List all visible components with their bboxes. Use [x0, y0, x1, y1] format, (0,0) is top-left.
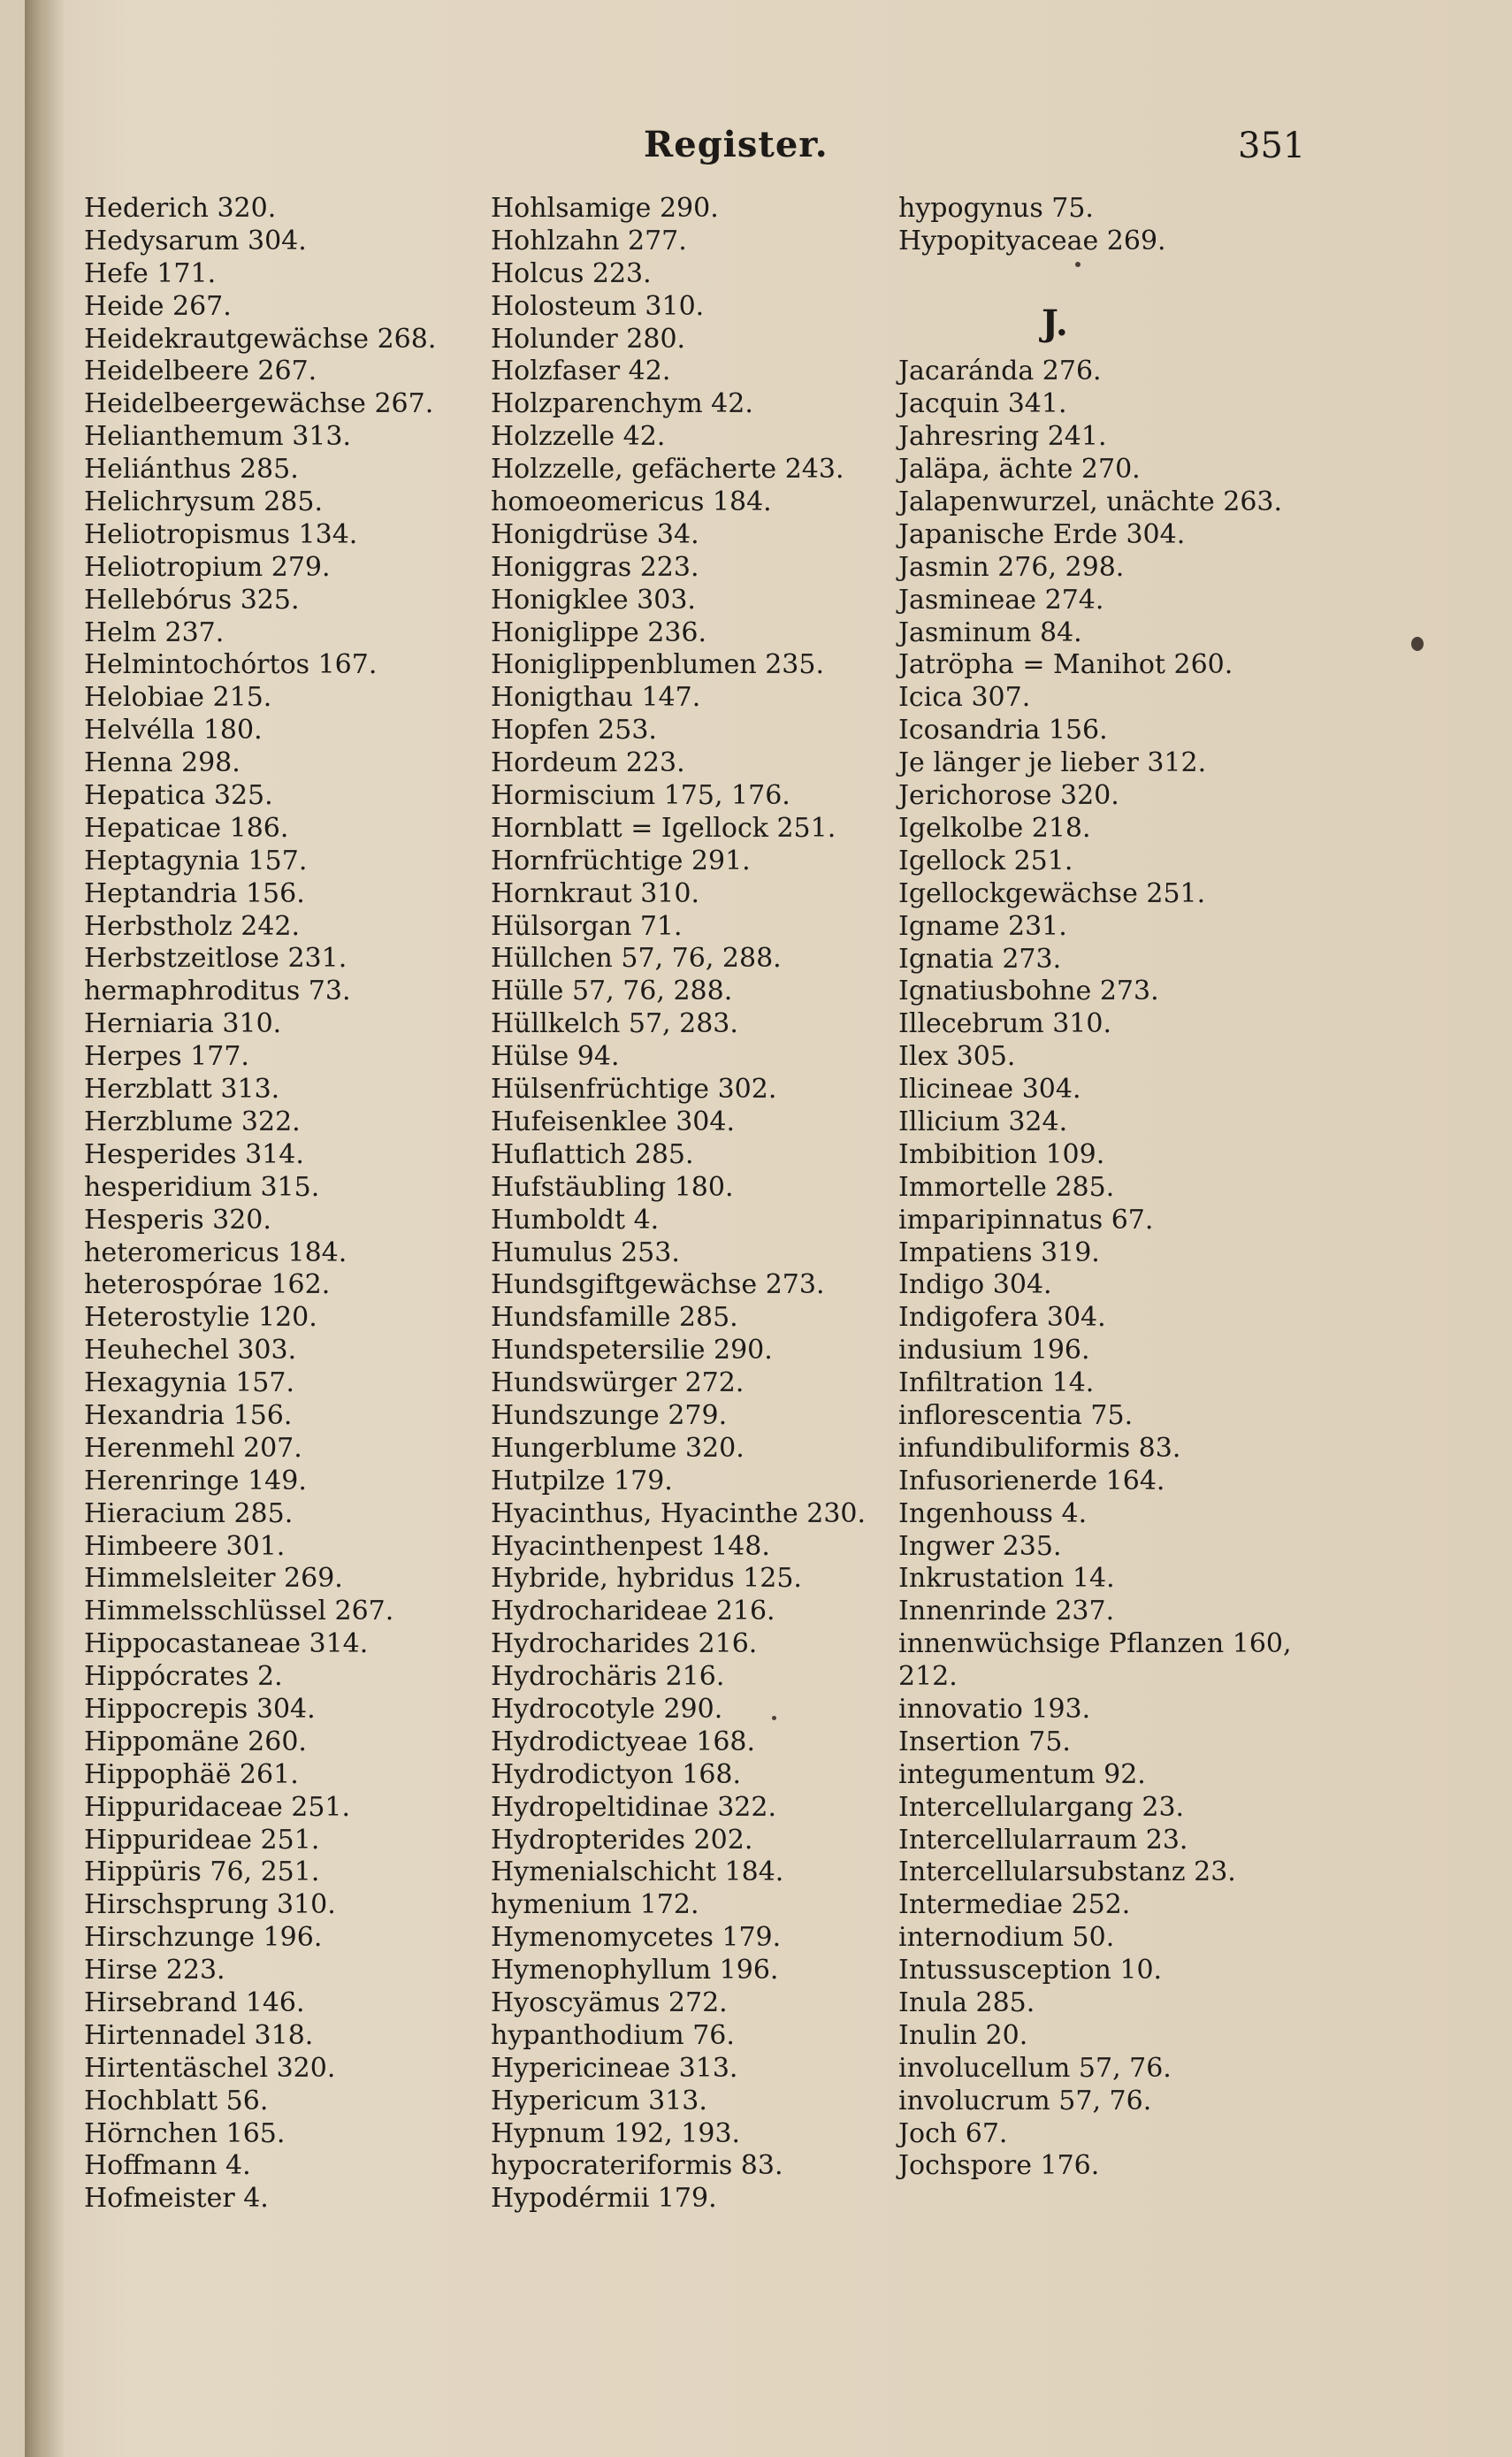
- index-entry: Hörnchen 165.: [84, 2117, 286, 2149]
- index-entry: hypogynus 75.: [898, 193, 1094, 224]
- index-entry: Heptagynia 157.: [84, 845, 308, 876]
- index-entry: Hybride, hybridus 125.: [491, 1563, 802, 1595]
- index-entry: Jahresring 241.: [898, 421, 1107, 453]
- index-entry: Hedysarum 304.: [84, 225, 307, 256]
- index-entry: Hornblatt = Igellock 251.: [491, 812, 836, 844]
- index-entry: Jaläpa, ächte 270.: [898, 454, 1141, 486]
- index-entry: Helobiae 215.: [84, 682, 272, 714]
- index-entry: Jasmineae 274.: [898, 584, 1104, 616]
- index-entry: Helmintochórtos 167.: [84, 649, 378, 681]
- index-entry: Igelkolbe 218.: [898, 812, 1091, 844]
- page-gutter: [25, 0, 65, 2457]
- index-entry: Hydrochäris 216.: [491, 1661, 725, 1693]
- index-entry: Humulus 253.: [491, 1236, 680, 1268]
- index-entry: Igname 231.: [898, 910, 1067, 942]
- index-entry: Hülle 57, 76, 288.: [491, 976, 733, 1007]
- index-entry: Helichrysum 285.: [84, 486, 324, 518]
- index-entry: Japanische Erde 304.: [898, 518, 1186, 550]
- index-entry: Heidekrautgewächse 268.: [84, 323, 437, 355]
- index-entry: Jasmin 276, 298.: [898, 551, 1125, 583]
- index-entry: Jasminum 84.: [898, 616, 1082, 648]
- index-entry: Hungerblume 320.: [491, 1432, 745, 1464]
- index-entry: Igellockgewächse 251.: [898, 877, 1206, 909]
- index-entry: Hülsenfrüchtige 302.: [491, 1074, 777, 1106]
- index-entry: Hundszunge 279.: [491, 1399, 728, 1431]
- index-entry: Herbstholz 242.: [84, 910, 301, 942]
- book-page: [25, 0, 1512, 2457]
- index-entry: Ingwer 235.: [898, 1530, 1062, 1562]
- index-entry: Hippocrepis 304.: [84, 1693, 316, 1725]
- index-entry: heteromericus 184.: [84, 1236, 347, 1268]
- index-entry: Hydrocotyle 290.: [491, 1693, 723, 1725]
- index-entry: Heterostylie 120.: [84, 1302, 317, 1334]
- index-entry: Hufstäubling 180.: [491, 1171, 734, 1203]
- index-entry: Honiggras 223.: [491, 551, 699, 583]
- index-entry: Hymenomycetes 179.: [491, 1922, 782, 1954]
- index-entry: Hopfen 253.: [491, 715, 657, 746]
- index-entry: Hirse 223.: [84, 1955, 225, 1986]
- index-entry: Igellock 251.: [898, 845, 1073, 876]
- index-entry: Holzfaser 42.: [491, 356, 671, 387]
- index-entry: infundibuliformis 83.: [898, 1432, 1181, 1464]
- index-entry: Herbstzeitlose 231.: [84, 943, 347, 975]
- index-entry: Hypnum 192, 193.: [491, 2117, 741, 2149]
- index-entry: Hesperis 320.: [84, 1204, 271, 1236]
- index-entry: Humboldt 4.: [491, 1204, 660, 1236]
- index-entry: Hirtentäschel 320.: [84, 2052, 336, 2084]
- index-entry: Hymenialschicht 184.: [491, 1856, 784, 1888]
- index-entry: Hirschsprung 310.: [84, 1889, 336, 1921]
- index-entry: Imbibition 109.: [898, 1138, 1105, 1170]
- index-entry: Hypericum 313.: [491, 2085, 707, 2116]
- index-entry: Honiglippe 236.: [491, 616, 707, 648]
- index-entry: Hydrocharideae 216.: [491, 1596, 775, 1627]
- index-entry: Impatiens 319.: [898, 1236, 1100, 1268]
- index-entry: innovatio 193.: [898, 1693, 1091, 1725]
- index-entry: imparipinnatus 67.: [898, 1204, 1154, 1236]
- index-entry: Intercellularraum 23.: [898, 1824, 1188, 1856]
- index-entry: Hippócrates 2.: [84, 1661, 283, 1693]
- index-entry: hymenium 172.: [491, 1889, 699, 1921]
- index-entry: Herenringe 149.: [84, 1465, 307, 1496]
- index-entry: Hippomäne 260.: [84, 1726, 307, 1757]
- index-entry: Herzblume 322.: [84, 1106, 301, 1137]
- index-entry: Hefe 171.: [84, 257, 217, 289]
- index-entry: Hieracium 285.: [84, 1497, 294, 1529]
- index-entry: Joch 67.: [898, 2117, 1008, 2149]
- index-entry: Hyacinthenpest 148.: [491, 1530, 770, 1562]
- index-entry: Hepaticae 186.: [84, 812, 289, 844]
- index-entry: Hydropterides 202.: [491, 1824, 753, 1856]
- index-entry: Heliánthus 285.: [84, 454, 299, 486]
- index-entry: involucellum 57, 76.: [898, 2052, 1172, 2084]
- index-entry: Holzzelle, gefächerte 243.: [491, 454, 844, 486]
- index-entry: Hüllkelch 57, 283.: [491, 1008, 738, 1040]
- index-entry: Hirtennadel 318.: [84, 2019, 314, 2051]
- index-entry: Hippüris 76, 251.: [84, 1856, 320, 1888]
- index-entry: Heuhechel 303.: [84, 1335, 297, 1366]
- index-entry: Hülsorgan 71.: [491, 910, 683, 942]
- paper-speck: [1411, 637, 1424, 651]
- index-entry: Honigklee 303.: [491, 584, 696, 616]
- index-entry: Henna 298.: [84, 747, 241, 779]
- index-entry: Jacaránda 276.: [898, 356, 1102, 387]
- index-entry: Hundswürger 272.: [491, 1367, 745, 1399]
- index-column-3: [898, 193, 1292, 2183]
- index-entry: Inula 285.: [898, 1987, 1035, 2018]
- index-entry: Helm 237.: [84, 616, 225, 648]
- index-entry: Holzzelle 42.: [491, 421, 666, 453]
- index-entry: Ingenhouss 4.: [898, 1497, 1088, 1529]
- page-number: 351: [1238, 126, 1306, 166]
- index-entry: Hundsfamille 285.: [491, 1302, 738, 1334]
- index-entry: Himmelsschlüssel 267.: [84, 1596, 394, 1627]
- index-entry: Hydrodictyeae 168.: [491, 1726, 756, 1757]
- index-entry: Hyoscyämus 272.: [491, 1986, 728, 2018]
- index-entry: hermaphroditus 73.: [84, 976, 351, 1007]
- index-entry: Jatröpha = Manihot 260.: [898, 649, 1233, 681]
- index-entry: Ignatiusbohne 273.: [898, 976, 1159, 1007]
- index-entry: Jerichorose 320.: [898, 780, 1119, 812]
- index-entry: Hellebórus 325.: [84, 584, 300, 616]
- index-entry: Hirsebrand 146.: [84, 1986, 305, 2018]
- index-entry: Inulin 20.: [898, 2019, 1028, 2051]
- index-entry: internodium 50.: [898, 1922, 1115, 1954]
- index-entry: Hyacinthus, Hyacinthe 230.: [491, 1497, 867, 1529]
- index-entry: Holcus 223.: [491, 257, 652, 289]
- index-entry: Hepatica 325.: [84, 780, 273, 812]
- index-entry: Herniaria 310.: [84, 1008, 282, 1040]
- paper-speck: [1075, 262, 1081, 267]
- index-entry: Icosandria 156.: [898, 715, 1108, 746]
- index-entry: involucrum 57, 76.: [898, 2085, 1152, 2116]
- index-entry: Hippurideae 251.: [84, 1824, 320, 1856]
- index-entry: hypocrateriformis 83.: [491, 2150, 783, 2182]
- index-entry: Ilex 305.: [898, 1041, 1016, 1073]
- index-entry: Illecebrum 310.: [898, 1008, 1111, 1040]
- index-entry: Intermediae 252.: [898, 1889, 1131, 1921]
- index-entry: indusium 196.: [898, 1335, 1090, 1366]
- index-entry: Infusorienerde 164.: [898, 1465, 1165, 1496]
- index-entry: Honigthau 147.: [491, 682, 701, 714]
- index-entry: Indigofera 304.: [898, 1302, 1106, 1334]
- index-entry: Hundspetersilie 290.: [491, 1335, 773, 1366]
- index-entry: Insertion 75.: [898, 1726, 1071, 1757]
- index-entry: Holosteum 310.: [491, 290, 705, 322]
- index-entry: Hippuridaceae 251.: [84, 1791, 351, 1823]
- index-entry: Intussusception 10.: [898, 1955, 1163, 1986]
- index-entry: Hohlzahn 277.: [491, 225, 687, 256]
- index-column-2: [491, 193, 866, 2216]
- index-entry: Intercellularsubstanz 23.: [898, 1856, 1236, 1888]
- index-entry: integumentum 92.: [898, 1758, 1146, 1790]
- index-entry: Honiglippenblumen 235.: [491, 649, 824, 681]
- index-entry: Inkrustation 14.: [898, 1563, 1115, 1595]
- index-entry: Hypericineae 313.: [491, 2052, 738, 2084]
- index-entry: Heidelbeergewächse 267.: [84, 388, 434, 420]
- index-entry: Hydrodictyon 168.: [491, 1758, 742, 1790]
- index-entry: heterospórae 162.: [84, 1269, 331, 1301]
- index-entry: Herpes 177.: [84, 1041, 249, 1073]
- index-entry: Jacquin 341.: [898, 388, 1067, 420]
- index-entry: Heidelbeere 267.: [84, 356, 317, 387]
- index-entry: Hundsgiftgewächse 273.: [491, 1269, 825, 1301]
- index-entry: Hesperides 314.: [84, 1138, 304, 1170]
- index-entry: Herzblatt 313.: [84, 1074, 280, 1106]
- index-entry: 212.: [898, 1661, 958, 1693]
- index-entry: Holzparenchym 42.: [491, 388, 753, 420]
- index-entry: Himmelsleiter 269.: [84, 1563, 343, 1595]
- index-entry: Hutpilze 179.: [491, 1465, 673, 1496]
- index-column-1: [84, 193, 436, 2216]
- index-entry: Hordeum 223.: [491, 747, 685, 779]
- index-entry: hypanthodium 76.: [491, 2019, 735, 2051]
- index-entry: Jalapenwurzel, unächte 263.: [898, 486, 1283, 518]
- index-entry: Icica 307.: [898, 682, 1031, 714]
- index-entry: Hypodérmii 179.: [491, 2183, 717, 2215]
- index-entry: Hofmeister 4.: [84, 2183, 269, 2215]
- index-entry: Hohlsamige 290.: [491, 193, 719, 224]
- paper-speck: [772, 1716, 776, 1720]
- index-entry: Helvélla 180.: [84, 715, 263, 746]
- index-entry: innenwüchsige Pflanzen 160,: [898, 1628, 1292, 1660]
- index-entry: Je länger je lieber 312.: [898, 747, 1207, 779]
- index-entry: Hymenophyllum 196.: [491, 1955, 779, 1986]
- index-entry: hesperidium 315.: [84, 1171, 320, 1203]
- index-entry: inflorescentia 75.: [898, 1399, 1134, 1431]
- index-entry: Hydrocharides 216.: [491, 1628, 758, 1660]
- index-entry: Hippophäë 261.: [84, 1758, 299, 1790]
- section-letter: J.: [1042, 302, 1068, 344]
- index-entry: Huflattich 285.: [491, 1138, 694, 1170]
- index-entry: Himbeere 301.: [84, 1530, 286, 1562]
- index-entry: Hülse 94.: [491, 1041, 620, 1073]
- index-entry: Hirschzunge 196.: [84, 1922, 323, 1954]
- index-entry: Intercellulargang 23.: [898, 1791, 1185, 1823]
- index-entry: Jochspore 176.: [898, 2150, 1100, 2182]
- index-entry: Hüllchen 57, 76, 288.: [491, 943, 782, 975]
- index-entry: Heide 267.: [84, 290, 232, 322]
- index-entry: Hornfrüchtige 291.: [491, 845, 751, 876]
- index-entry: Immortelle 285.: [898, 1171, 1115, 1203]
- index-entry: Innenrinde 237.: [898, 1596, 1115, 1627]
- index-entry: Hederich 320.: [84, 193, 277, 224]
- index-entry: Hochblatt 56.: [84, 2085, 269, 2116]
- index-entry: Hippocastaneae 314.: [84, 1628, 369, 1660]
- index-entry: Honigdrüse 34.: [491, 518, 699, 550]
- index-entry: Hexagynia 157.: [84, 1367, 295, 1399]
- index-entry: Hexandria 156.: [84, 1399, 293, 1431]
- index-entry: Hormiscium 175, 176.: [491, 780, 790, 812]
- index-entry: Heliotropium 279.: [84, 551, 331, 583]
- index-entry: [898, 258, 1292, 291]
- index-entry: Hornkraut 310.: [491, 877, 700, 909]
- index-entry: Helianthemum 313.: [84, 421, 351, 453]
- index-entry: Heliotropismus 134.: [84, 518, 358, 550]
- index-entry: Ilicineae 304.: [898, 1074, 1081, 1106]
- index-entry: Heptandria 156.: [84, 877, 305, 909]
- page-title: Register.: [644, 124, 829, 165]
- index-entry: Infiltration 14.: [898, 1367, 1095, 1399]
- index-entry: Hufeisenklee 304.: [491, 1106, 736, 1137]
- index-entry: Herenmehl 207.: [84, 1432, 302, 1464]
- index-entry: Hypopityaceae 269.: [898, 225, 1166, 256]
- index-entry: Holunder 280.: [491, 323, 686, 355]
- index-entry: Ignatia 273.: [898, 943, 1062, 975]
- index-entry: Illicium 324.: [898, 1106, 1068, 1137]
- index-entry: Hydropeltidinae 322.: [491, 1791, 777, 1823]
- index-entry: Hoffmann 4.: [84, 2150, 251, 2182]
- index-entry: Indigo 304.: [898, 1269, 1052, 1301]
- index-entry: homoeomericus 184.: [491, 486, 772, 518]
